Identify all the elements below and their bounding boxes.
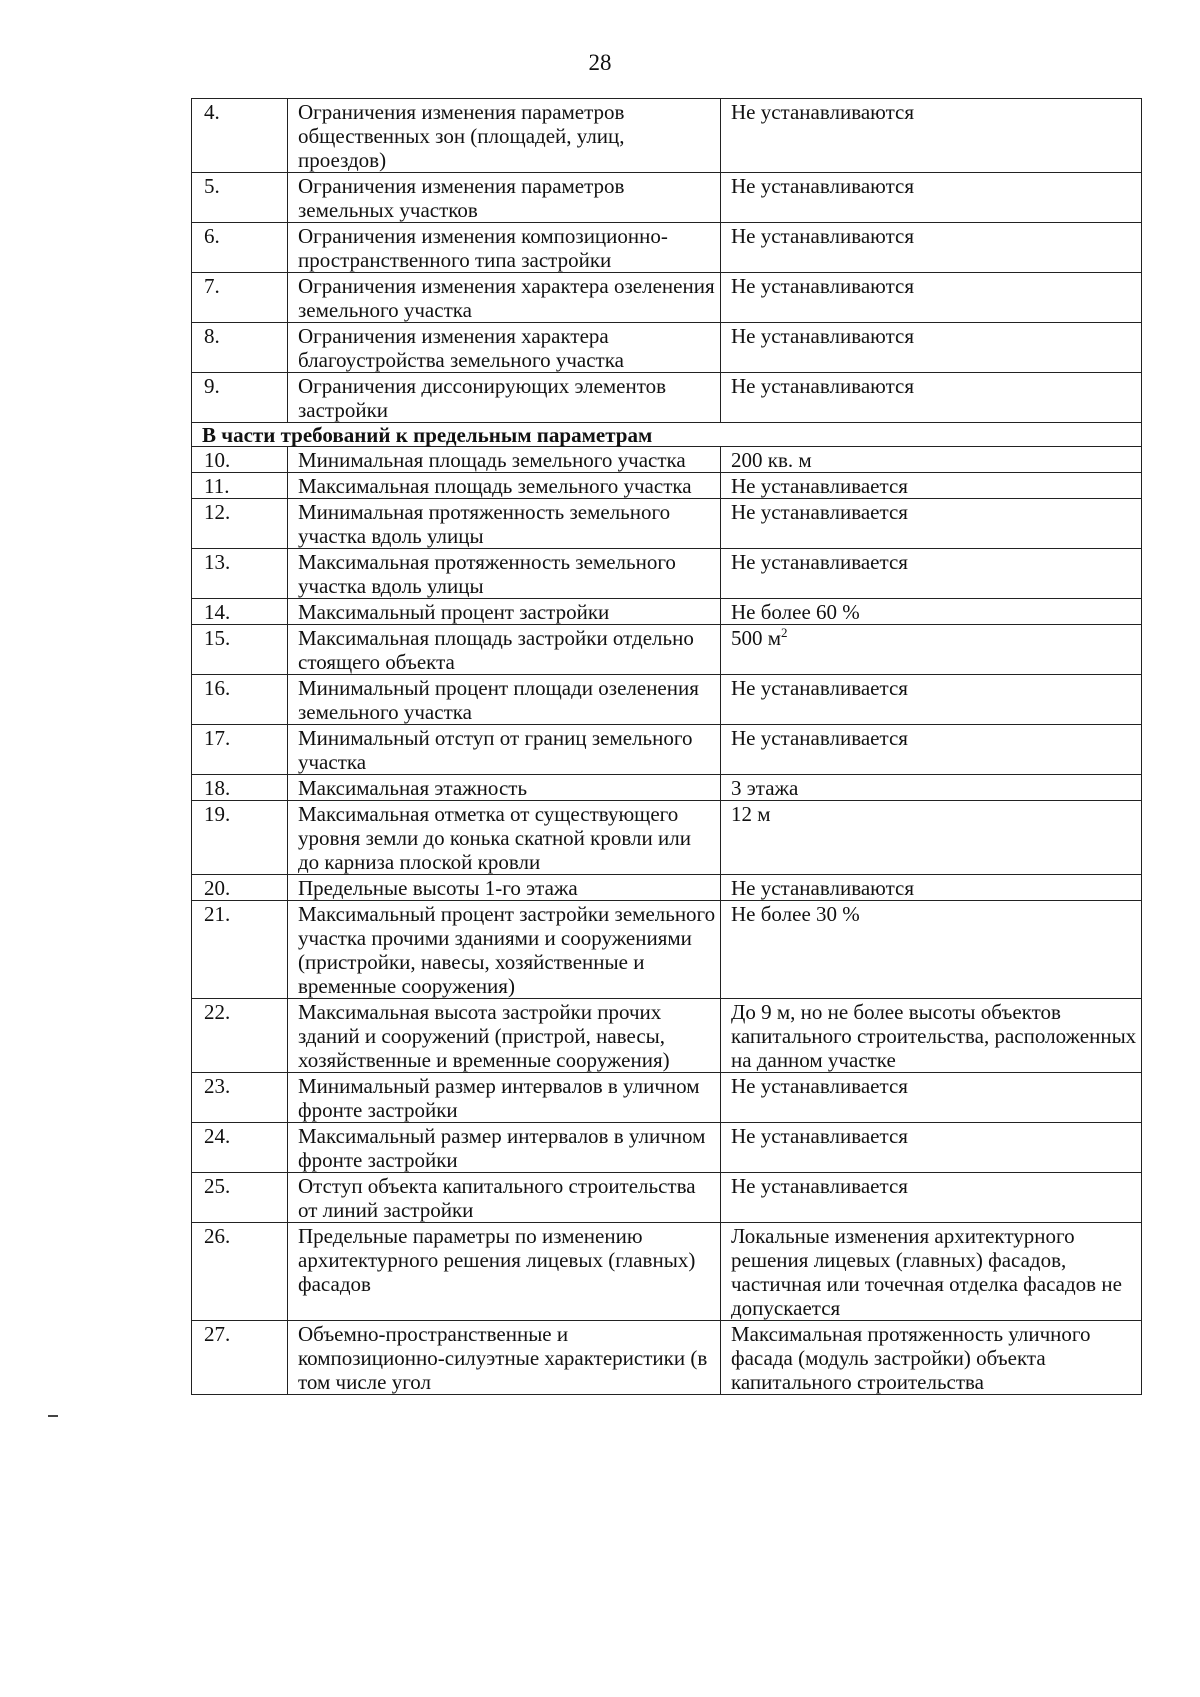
parameter-value	[721, 473, 1142, 499]
row-number: 7.	[192, 273, 288, 323]
section-heading-body	[192, 423, 1142, 447]
parameter-value-text: До 9 м, но не более высоты объектов капитального строительства, расположенных на данном участке	[731, 1000, 1137, 1072]
table-row	[192, 1223, 1142, 1321]
parameter-value	[721, 1173, 1142, 1223]
section-heading: В части требований к предельным параметрам	[192, 423, 1142, 447]
table-row	[192, 675, 1142, 725]
row-number: 4.	[192, 99, 288, 173]
parameter-value	[721, 599, 1142, 625]
parameter-value-text: Не устанавливаются	[731, 876, 915, 900]
row-number: 21.	[192, 901, 288, 999]
parameter-value	[721, 1123, 1142, 1173]
row-number: 5.	[192, 173, 288, 223]
table-row	[192, 549, 1142, 599]
parameter-value-text: 3 этажа	[731, 776, 799, 800]
parameter-value	[721, 1321, 1142, 1395]
parameter-value	[721, 173, 1142, 223]
row-number: 6.	[192, 223, 288, 273]
parameter-name: Ограничения изменения характера озеленения земельного участка	[288, 273, 721, 323]
parameter-value	[721, 549, 1142, 599]
row-number: 25.	[192, 1173, 288, 1223]
table-row	[192, 499, 1142, 549]
table-row	[192, 625, 1142, 675]
parameter-name: Максимальный процент застройки	[288, 599, 721, 625]
parameter-value-text: Не устанавливаются	[731, 374, 915, 398]
table-row	[192, 725, 1142, 775]
parameter-name: Отступ объекта капитального строительства от линий застройки	[288, 1173, 721, 1223]
parameter-name: Минимальная площадь земельного участка	[288, 447, 721, 473]
parameter-name: Минимальная протяженность земельного участка вдоль улицы	[288, 499, 721, 549]
row-number: 24.	[192, 1123, 288, 1173]
row-number: 20.	[192, 875, 288, 901]
section-heading-row	[192, 423, 1142, 447]
parameter-value-text: 200 кв. м	[731, 448, 812, 472]
parameter-value	[721, 1223, 1142, 1321]
table-row	[192, 373, 1142, 423]
parameter-value	[721, 323, 1142, 373]
parameter-value-text: Не более 30 %	[731, 902, 860, 926]
parameter-value-text: Не устанавливается	[731, 1124, 908, 1148]
row-number: 10.	[192, 447, 288, 473]
row-number: 26.	[192, 1223, 288, 1321]
table-row	[192, 775, 1142, 801]
parameter-value-text: Не устанавливаются	[731, 224, 915, 248]
parameter-value	[721, 775, 1142, 801]
parameter-value-text: 12 м	[731, 802, 771, 826]
parameter-value	[721, 901, 1142, 999]
table-row	[192, 447, 1142, 473]
row-number: 18.	[192, 775, 288, 801]
parameter-name: Максимальная площадь земельного участка	[288, 473, 721, 499]
row-number: 11.	[192, 473, 288, 499]
parameter-value-text: Не устанавливается	[731, 726, 908, 750]
row-number: 16.	[192, 675, 288, 725]
parameter-value	[721, 447, 1142, 473]
table-row	[192, 901, 1142, 999]
table-row	[192, 273, 1142, 323]
table-row	[192, 99, 1142, 173]
parameter-value-text: Локальные изменения архитектурного решения лицевых (главных) фасадов, частичная или точечная отделка фасадов не допускается	[731, 1224, 1122, 1320]
row-number: 9.	[192, 373, 288, 423]
table-row	[192, 323, 1142, 373]
parameter-value-text: Не устанавливаются	[731, 174, 915, 198]
parameter-value	[721, 625, 1142, 675]
parameter-value	[721, 875, 1142, 901]
page-number: 28	[588, 50, 612, 75]
parameter-name: Ограничения изменения характера благоустройства земельного участка	[288, 323, 721, 373]
parameter-name: Объемно-пространственные и композиционно-силуэтные характеристики (в том числе угол	[288, 1321, 721, 1395]
parameter-value	[721, 99, 1142, 173]
parameter-name: Предельные высоты 1-го этажа	[288, 875, 721, 901]
parameter-name: Минимальный размер интервалов в уличном фронте застройки	[288, 1073, 721, 1123]
table-row	[192, 875, 1142, 901]
parameter-value	[721, 675, 1142, 725]
parameter-name: Максимальная высота застройки прочих зданий и сооружений (пристрой, навесы, хозяйственные и временные сооружения)	[288, 999, 721, 1073]
parameter-name: Максимальный процент застройки земельного участка прочими зданиями и сооружениями (пристройки, навесы, хозяйственные и временные сооружения)	[288, 901, 721, 999]
parameter-name: Максимальная протяженность земельного участка вдоль улицы	[288, 549, 721, 599]
table-row	[192, 473, 1142, 499]
parameter-value-text: Не устанавливаются	[731, 274, 915, 298]
parameter-value-text: Не устанавливается	[731, 676, 908, 700]
stray-mark	[48, 1415, 58, 1417]
table-body-a	[192, 99, 1142, 423]
parameter-value-text: Не устанавливается	[731, 550, 908, 574]
parameter-name: Ограничения диссонирующих элементов застройки	[288, 373, 721, 423]
row-number: 12.	[192, 499, 288, 549]
table-row	[192, 599, 1142, 625]
parameter-name: Ограничения изменения параметров общественных зон (площадей, улиц, проездов)	[288, 99, 721, 173]
table-row	[192, 173, 1142, 223]
table-body-b	[192, 447, 1142, 1395]
requirements-table	[191, 98, 1142, 1395]
parameter-value	[721, 999, 1142, 1073]
parameter-value-text: Не устанавливаются	[731, 100, 915, 124]
row-number: 23.	[192, 1073, 288, 1123]
parameter-name: Минимальный процент площади озеленения земельного участка	[288, 675, 721, 725]
parameter-name: Минимальный отступ от границ земельного участка	[288, 725, 721, 775]
parameter-value	[721, 725, 1142, 775]
row-number: 22.	[192, 999, 288, 1073]
parameter-value-text: Не более 60 %	[731, 600, 860, 624]
parameter-value	[721, 373, 1142, 423]
parameter-name: Максимальная этажность	[288, 775, 721, 801]
parameter-name: Максимальная площадь застройки отдельно стоящего объекта	[288, 625, 721, 675]
parameter-value-text: Не устанавливается	[731, 1074, 908, 1098]
row-number: 19.	[192, 801, 288, 875]
parameter-name: Ограничения изменения композиционно-пространственного типа застройки	[288, 223, 721, 273]
parameter-value	[721, 801, 1142, 875]
row-number: 15.	[192, 625, 288, 675]
parameter-value-text: Не устанавливается	[731, 500, 908, 524]
table-row	[192, 223, 1142, 273]
table-row	[192, 1073, 1142, 1123]
row-number: 17.	[192, 725, 288, 775]
table-row	[192, 1173, 1142, 1223]
parameter-name: Максимальный размер интервалов в уличном фронте застройки	[288, 1123, 721, 1173]
parameter-name: Ограничения изменения параметров земельных участков	[288, 173, 721, 223]
parameter-value-text: Не устанавливается	[731, 474, 908, 498]
parameter-value	[721, 499, 1142, 549]
parameter-value-text: Максимальная протяженность уличного фасада (модуль застройки) объекта капитального строительства	[731, 1322, 1091, 1394]
parameter-name: Предельные параметры по изменению архитектурного решения лицевых (главных) фасадов	[288, 1223, 721, 1321]
row-number: 14.	[192, 599, 288, 625]
row-number: 13.	[192, 549, 288, 599]
parameter-value	[721, 1073, 1142, 1123]
parameter-value-text: Не устанавливается	[731, 1174, 908, 1198]
table-row	[192, 1321, 1142, 1395]
row-number: 8.	[192, 323, 288, 373]
table-row	[192, 1123, 1142, 1173]
superscript: 2	[781, 625, 788, 640]
parameter-value-text: 500 м	[731, 626, 782, 650]
parameter-name: Максимальная отметка от существующего уровня земли до конька скатной кровли или до карниза плоской кровли	[288, 801, 721, 875]
table-row	[192, 999, 1142, 1073]
parameter-value	[721, 223, 1142, 273]
table-row	[192, 801, 1142, 875]
row-number: 27.	[192, 1321, 288, 1395]
parameter-value-text: Не устанавливаются	[731, 324, 915, 348]
parameter-value	[721, 273, 1142, 323]
